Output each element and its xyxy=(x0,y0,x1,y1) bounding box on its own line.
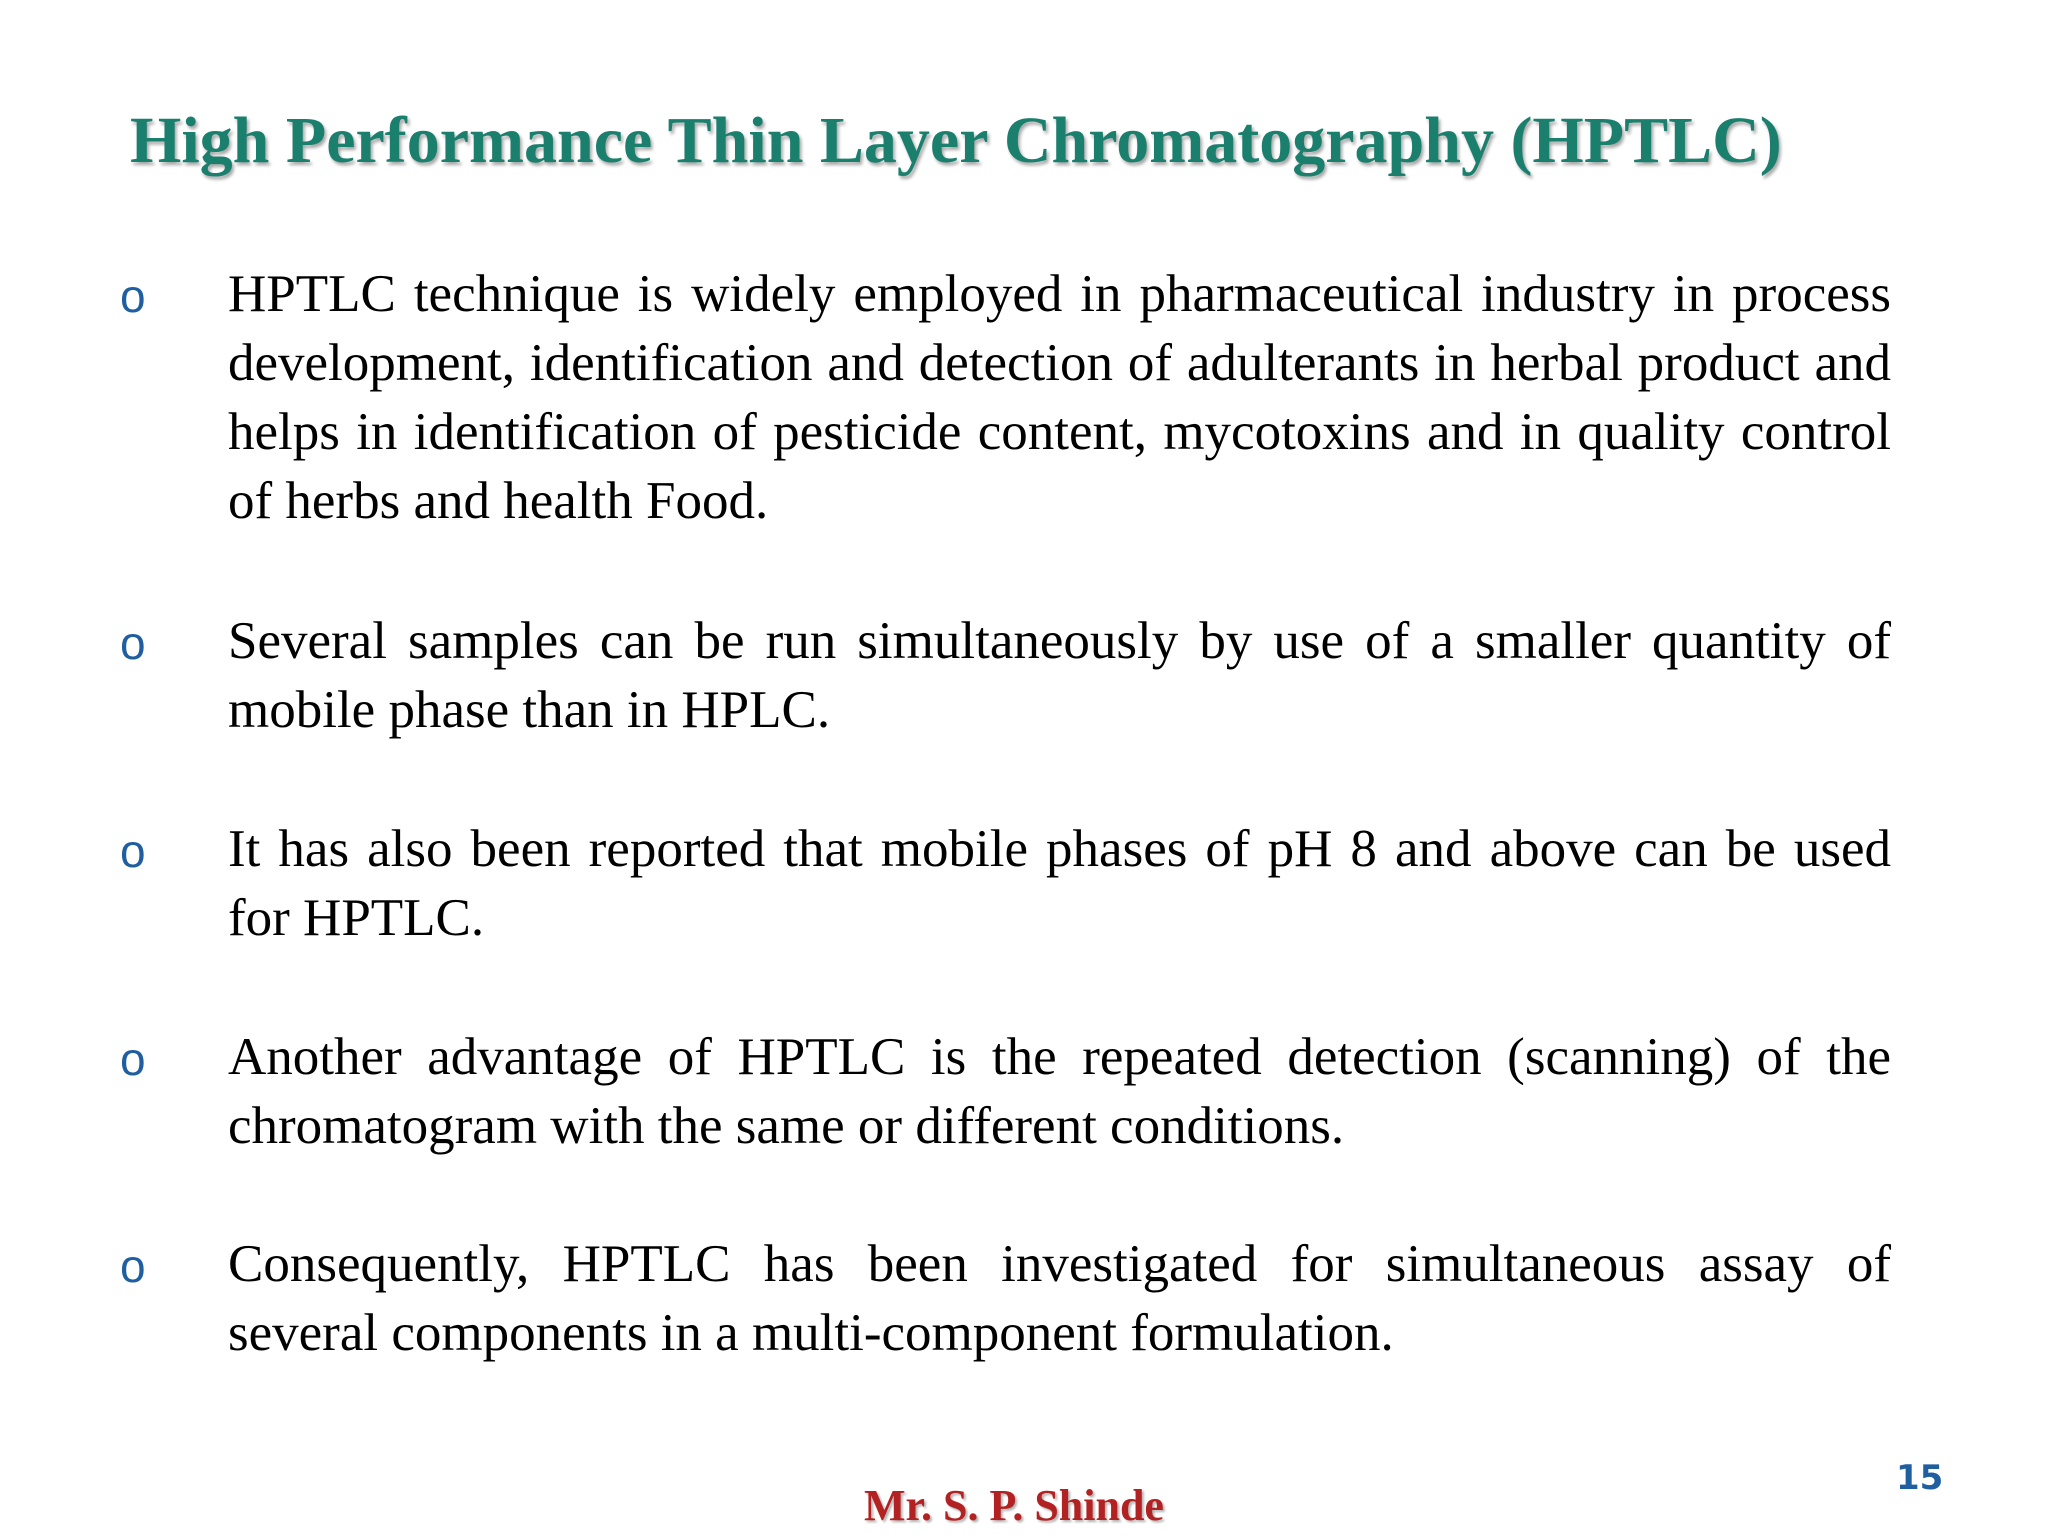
bullet-text: Consequently, HPTLC has been investigated for simultaneous assay of several components in a multi-component formulation. xyxy=(228,1235,1891,1362)
bullet-marker-icon: o xyxy=(120,1033,146,1085)
page-number: 15 xyxy=(1896,1458,1944,1498)
bullet-text: Another advantage of HPTLC is the repeated detection (scanning) of the chromatogram with the same or different conditions. xyxy=(228,1028,1891,1155)
slide-title: High Performance Thin Layer Chromatography (HPTLC) xyxy=(130,104,1782,177)
bullet-marker-icon: o xyxy=(120,270,146,322)
bullet-text: It has also been reported that mobile phases of pH 8 and above can be used for HPTLC. xyxy=(228,820,1891,947)
bullet-text: HPTLC technique is widely employed in pharmaceutical industry in process development, identification and detection of adulterants in herbal product and helps in identification of pesticide content, mycotoxins and in quality control of herbs and health Food. xyxy=(228,265,1891,530)
bullet-marker-icon: o xyxy=(120,617,146,669)
bullet-marker-icon: o xyxy=(120,825,146,877)
author-footer: Mr. S. P. Shinde xyxy=(864,1481,1164,1530)
bullet-text: Several samples can be run simultaneously by use of a smaller quantity of mobile phase than in HPLC. xyxy=(228,612,1891,739)
bullet-marker-icon: o xyxy=(120,1240,146,1292)
